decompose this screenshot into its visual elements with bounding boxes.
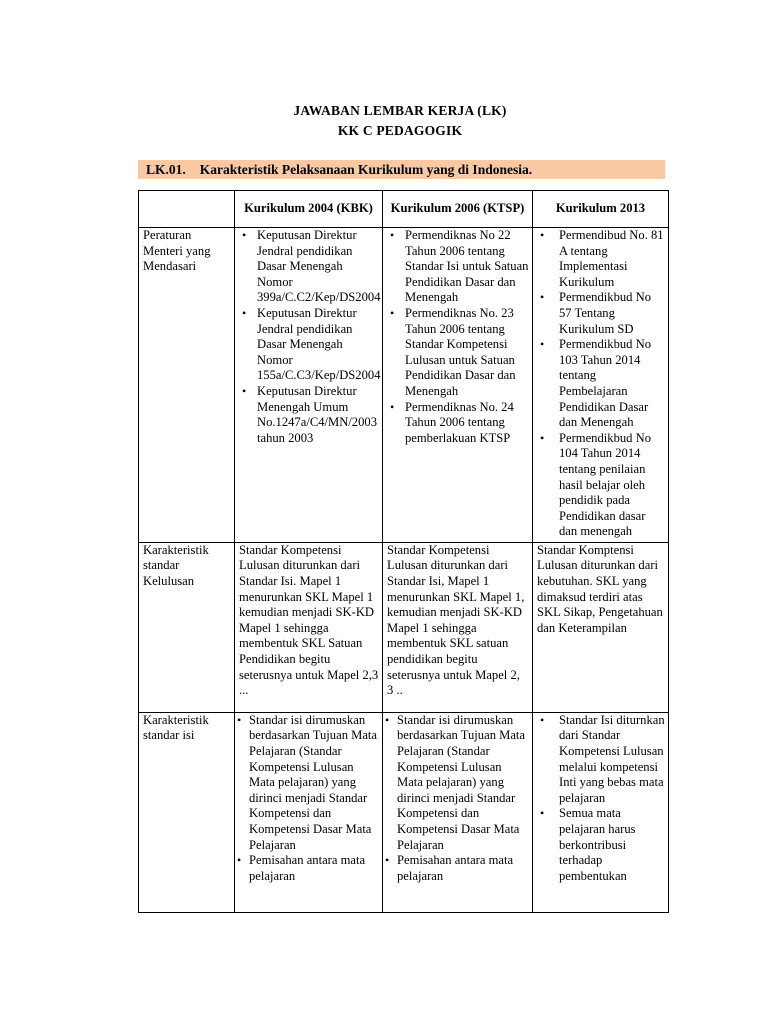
header-corner-cell <box>139 191 235 228</box>
table-row <box>139 712 669 912</box>
row-label: Karakteristik standar Kelulusan <box>139 542 235 712</box>
cell-k13 <box>533 228 669 543</box>
list-item: • Standar Isi diturnkan dari Standar Kompetensi Lulusan melalui kompetensi Inti yang bebas mata pelajaran <box>537 713 665 807</box>
list-item: • Permendibud No. 81 A tentang Implementasi Kurikulum <box>537 228 665 290</box>
list-item: • Permendiknas No. 23 Tahun 2006 tentang Standar Kompetensi Lulusan untuk Satuan Pendidikan Dasar dan Menengah <box>387 306 529 400</box>
list-item: • Permendiknas No. 24 Tahun 2006 tentang pemberlakuan KTSP <box>387 400 529 447</box>
list-item: • Permendikbud No 103 Tahun 2014 tentang Pembelajaran Pendidikan Dasar dan Menengah <box>537 337 665 431</box>
list-item: • Pemisahan antara mata pelajaran <box>239 853 379 884</box>
table-row <box>139 542 669 712</box>
list-item: • Pemisahan antara mata pelajaran <box>387 853 529 884</box>
section-header-bar <box>138 160 665 179</box>
header-kbk: Kurikulum 2004 (KBK) <box>235 191 383 228</box>
cell-kbk: Standar Kompetensi Lulusan diturunkan dari Standar Isi. Mapel 1 menurunkan SKL Mapel 1 kemudian menjadi SK-KD Mapel 1 sehingga membentuk SKL Satuan Pendidikan begitu seterusnya untuk Mapel 2,3 ... <box>235 542 383 712</box>
table-row <box>139 228 669 543</box>
header-k13: Kurikulum 2013 <box>533 191 669 228</box>
list-item: • Keputusan Direktur Jendral pendidikan Dasar Menengah Nomor 399a/C.C2/Kep/DS2004 <box>239 228 379 306</box>
list-item: • Standar isi dirumuskan berdasarkan Tujuan Mata Pelajaran (Standar Kompetensi Lulusan Mata pelajaran) yang dirinci menjadi Standar Kompetensi dan Kompetensi Dasar Mata Pelajaran <box>239 713 379 853</box>
list-item: • Semua mata pelajaran harus berkontribusi terhadap pembentukan <box>537 806 665 884</box>
cell-ktsp <box>383 228 533 543</box>
list-item: • Standar isi dirumuskan berdasarkan Tujuan Mata Pelajaran (Standar Kompetensi Lulusan Mata pelajaran) yang dirinci menjadi Standar Kompetensi dan Kompetensi Dasar Mata Pelajaran <box>387 713 529 853</box>
section-title: Karakteristik Pelaksanaan Kurikulum yang di Indonesia. <box>199 162 533 177</box>
document-title: JAWABAN LEMBAR KERJA (LK) <box>293 103 507 118</box>
cell-k13: Standar Komptensi Lulusan diturunkan dari kebutuhan. SKL yang dimaksud terdiri atas SKL Sikap, Pengetahuan dan Keterampilan <box>533 542 669 712</box>
list-item: • Keputusan Direktur Jendral pendidikan Dasar Menengah Nomor 155a/C.C3/Kep/DS2004 <box>239 306 379 384</box>
cell-ktsp <box>383 712 533 912</box>
curriculum-comparison-table <box>138 190 669 913</box>
list-item: • Permendiknas No 22 Tahun 2006 tentang Standar Isi untuk Satuan Pendidikan Dasar dan Menengah <box>387 228 529 306</box>
list-item: • Permendikbud No 104 Tahun 2014 tentang penilaian hasil belajar oleh pendidik pada Pendidikan dasar dan menengah <box>537 431 665 540</box>
section-code: LK.01. <box>146 162 186 177</box>
row-label: Peraturan Menteri yang Mendasari <box>139 228 235 543</box>
cell-kbk <box>235 228 383 543</box>
list-item: • Permendikbud No 57 Tentang Kurikulum SD <box>537 290 665 337</box>
cell-kbk <box>235 712 383 912</box>
table-header-row <box>139 191 669 228</box>
list-item: • Keputusan Direktur Menengah Umum No.1247a/C4/MN/2003 tahun 2003 <box>239 384 379 446</box>
cell-ktsp: Standar Kompetensi Lulusan diturunkan dari Standar Isi, Mapel 1 menurunkan SKL Mapel 1, kemudian menjadi SK-KD Mapel 1 sehingga membentuk SKL satuan pendidikan begitu seterusnya untuk Mapel 2, 3 .. <box>383 542 533 712</box>
document-subtitle: KK C PEDAGOGIK <box>337 123 463 138</box>
row-label: Karakteristik standar isi <box>139 712 235 912</box>
header-ktsp: Kurikulum 2006 (KTSP) <box>383 191 533 228</box>
cell-k13 <box>533 712 669 912</box>
